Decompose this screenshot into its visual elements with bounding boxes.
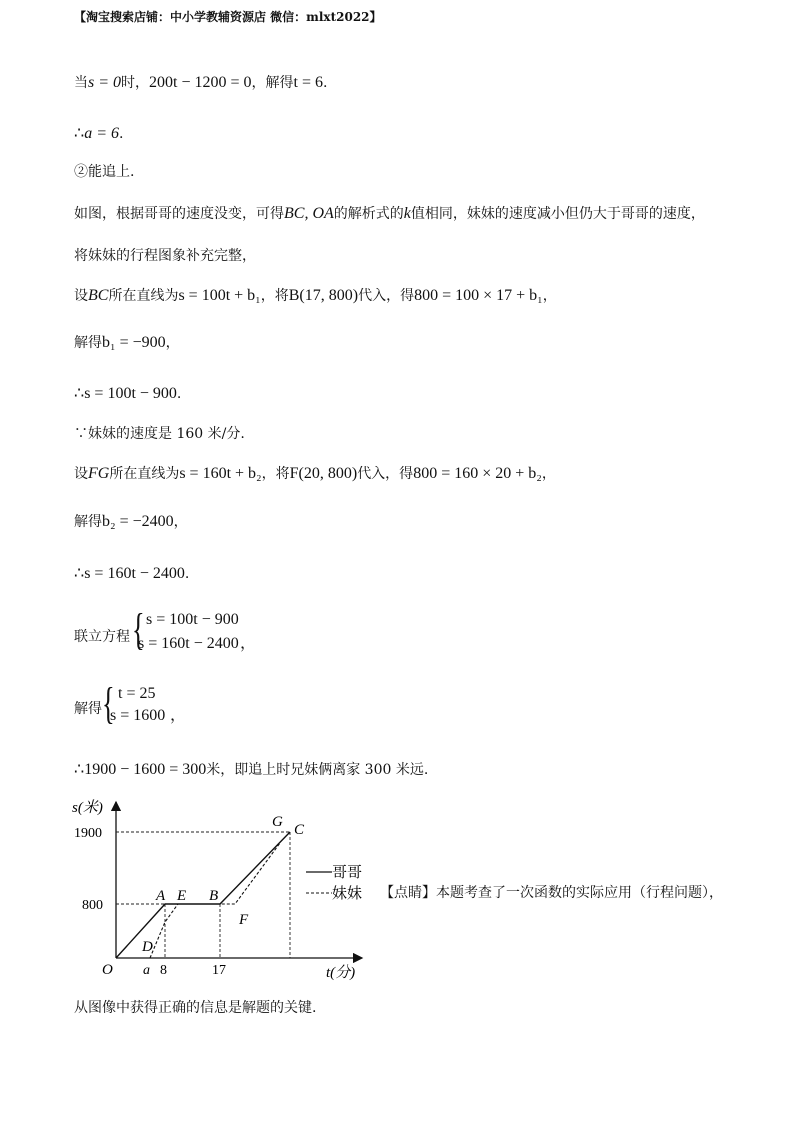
brace: { — [132, 605, 145, 654]
system-label: 解得 — [74, 701, 102, 717]
point-e: E — [177, 888, 187, 904]
equation: s = 100t − 900 — [146, 611, 239, 628]
math: B(17, 800) — [288, 287, 359, 304]
text: 所在直线为 — [109, 466, 180, 482]
text: . — [176, 386, 182, 402]
line-conclusion — [74, 760, 428, 780]
equation-system-2 — [74, 679, 274, 730]
line-sister-speed — [74, 424, 245, 444]
text: 的解析式的 — [333, 206, 404, 222]
text: . — [323, 75, 328, 91]
text: 所在直线为 — [108, 288, 179, 304]
y-tick-800: 800 — [82, 898, 103, 913]
math: 200t − 1200 = 0 — [149, 74, 252, 91]
line-solve-b1 — [74, 333, 180, 353]
math: 800 = 160 × 20 + b₂ — [413, 465, 542, 482]
text: ， — [541, 466, 556, 482]
math: F(20, 800) — [289, 465, 358, 482]
text: ， — [165, 335, 180, 351]
brace: { — [102, 679, 115, 728]
y-axis-label: s(米) — [72, 800, 103, 816]
text: 当 — [74, 75, 88, 91]
math: 800 = 100 × 17 + b₁ — [414, 287, 543, 304]
text: 如图，根据哥哥的速度没变，可得 — [74, 206, 284, 222]
text: . — [184, 566, 190, 582]
text: 设 — [74, 288, 88, 304]
point-d: D — [142, 939, 153, 955]
text: 解得 — [74, 514, 102, 530]
graph-svg — [70, 796, 370, 982]
math: s = 100t + b₁ — [178, 287, 261, 304]
text: 代入，得 — [358, 288, 415, 304]
comma: ， — [240, 635, 257, 652]
math: BC, OA — [284, 205, 334, 222]
line-s-100t — [74, 384, 181, 404]
y-tick-1900: 1900 — [74, 826, 102, 841]
distance-time-graph — [70, 796, 370, 986]
line-solve-b2 — [74, 512, 188, 532]
x-tick-a: a — [143, 963, 150, 978]
math: b₂ = −2400 — [102, 513, 174, 530]
x-tick-8: 8 — [160, 963, 167, 978]
math: b₁ = −900 — [102, 334, 166, 351]
text: ，解得 — [251, 75, 294, 91]
text: ②能追上. — [74, 164, 135, 180]
text: 设 — [74, 466, 88, 482]
line-can-catch-up — [74, 162, 134, 182]
point-a: A — [156, 888, 166, 904]
x-tick-17: 17 — [212, 963, 226, 978]
line-set-fg — [74, 464, 556, 484]
origin-label: O — [102, 962, 113, 978]
math: 1900 − 1600 = 300 — [84, 761, 207, 778]
line-reasoning — [74, 204, 705, 224]
text: ∵妹妹的速度是 160 米/分. — [74, 426, 245, 442]
point-f: F — [239, 912, 249, 928]
line-set-bc — [74, 286, 557, 306]
point-g: G — [272, 814, 283, 830]
header-watermark: 【淘宝搜索店铺：中小学教辅资源店 微信：mlxt2022】 — [74, 10, 382, 24]
system-label: 联立方程 — [74, 629, 130, 645]
text: 时， — [121, 75, 150, 91]
math: s = 160t + b₂ — [179, 465, 262, 482]
legend-sister: 妹妹 — [332, 886, 363, 902]
therefore-sign: ∴ — [74, 761, 85, 778]
text: 将妹妹的行程图象补充完整， — [74, 248, 256, 264]
text: ， — [542, 288, 557, 304]
therefore-sign: ∴ — [74, 125, 85, 142]
therefore-sign: ∴ — [74, 385, 85, 402]
text: 米，即追上时兄妹俩离家 300 米远. — [206, 762, 429, 778]
text: ，将 — [260, 288, 289, 304]
equation: s = 1600 — [110, 707, 166, 724]
line-complete-graph — [74, 246, 256, 266]
equation-system-1 — [74, 605, 274, 656]
key-point-note: 【点睛】本题考查了一次函数的实际应用（行程问题）， — [380, 885, 723, 901]
text: 值相同，妹妹的速度减小但仍大于哥哥的速度， — [410, 206, 705, 222]
text: 代入，得 — [357, 466, 414, 482]
text: ，将 — [261, 466, 290, 482]
math: k — [403, 205, 411, 222]
math: t = 6 — [293, 74, 323, 91]
comma: ， — [170, 707, 187, 724]
point-b: B — [209, 888, 219, 904]
math: a = 6 — [84, 125, 119, 142]
math: s = 100t − 900 — [84, 385, 177, 402]
x-axis-label: t(分) — [326, 965, 356, 981]
text: . — [118, 126, 124, 142]
text: 解得 — [74, 335, 102, 351]
point-c: C — [294, 822, 305, 838]
line-final — [74, 998, 316, 1018]
therefore-sign: ∴ — [74, 565, 85, 582]
line-a-equals — [74, 124, 123, 144]
line-s-160t — [74, 564, 189, 584]
legend-brother: 哥哥 — [332, 865, 363, 881]
math: s = 160t − 2400 — [84, 565, 185, 582]
equation: s = 160t − 2400 — [138, 635, 239, 652]
equation: t = 25 — [118, 685, 156, 702]
math: BC — [88, 287, 109, 304]
text: 从图像中获得正确的信息是解题的关键. — [74, 1000, 317, 1016]
text: ， — [173, 514, 188, 530]
line-s-zero — [74, 73, 327, 93]
math: FG — [88, 465, 110, 482]
math: s = 0 — [88, 74, 122, 91]
